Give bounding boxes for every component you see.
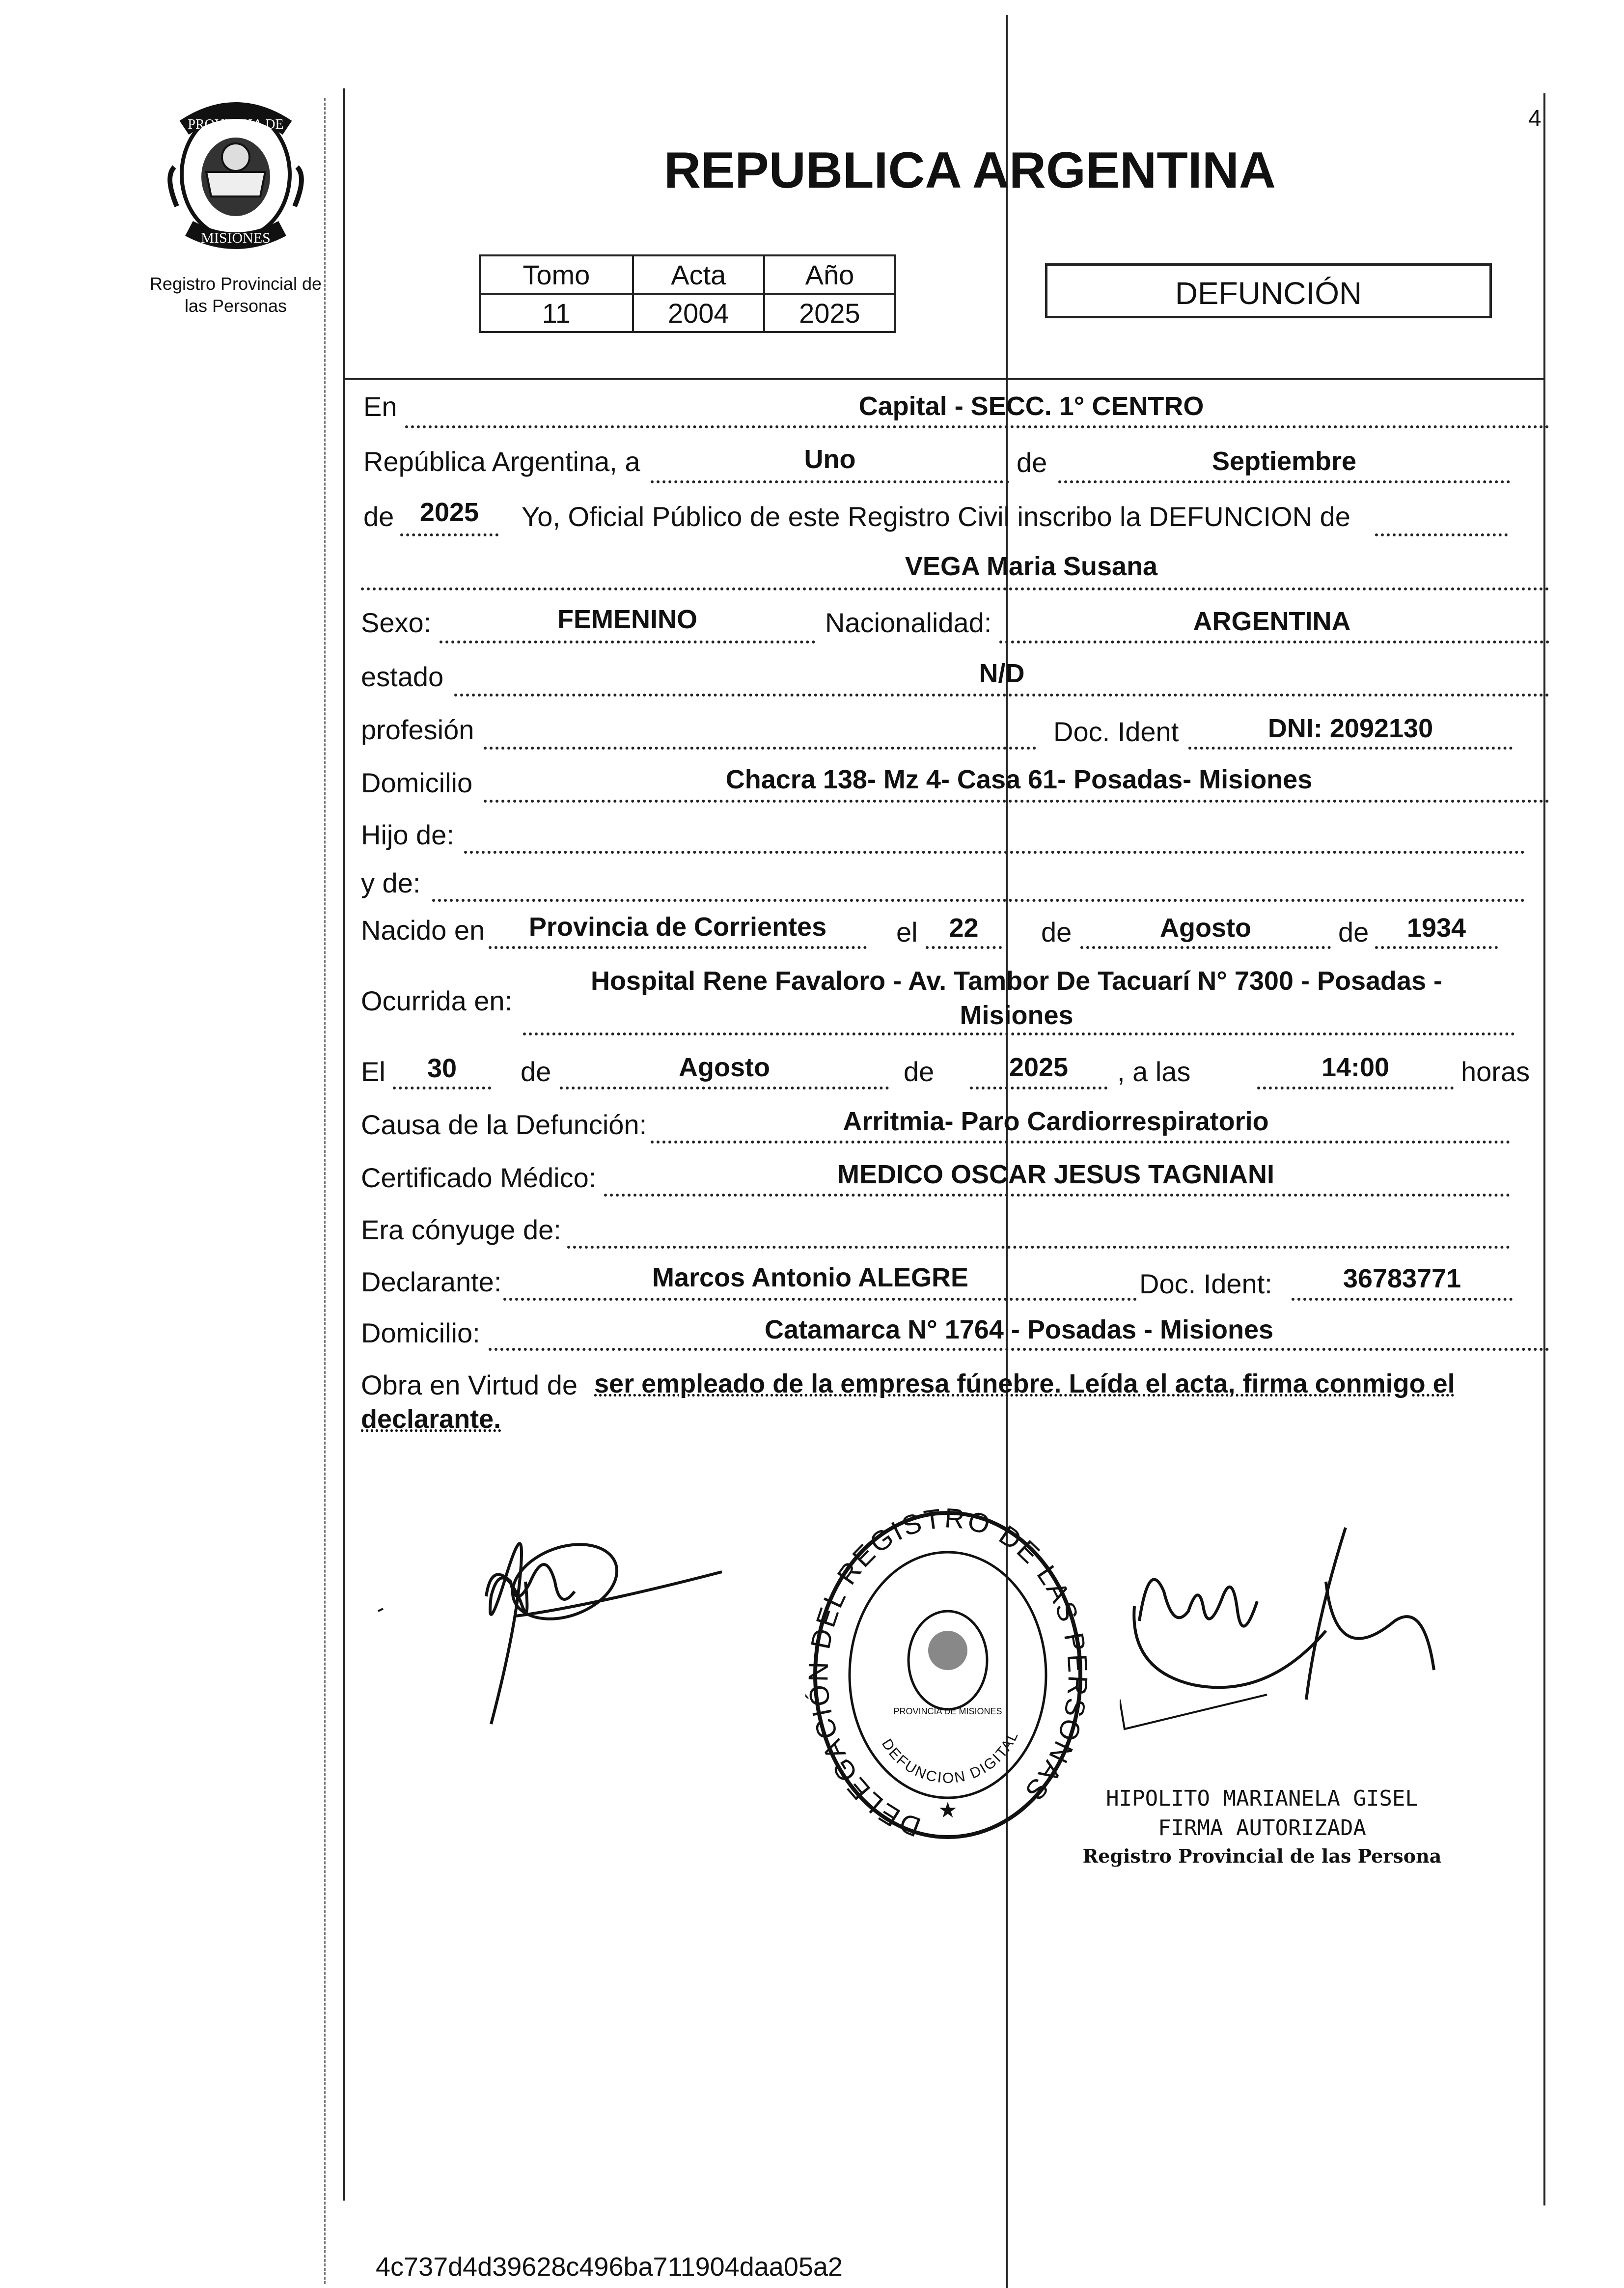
declarante-label: Declarante: xyxy=(361,1266,502,1297)
registry-name-line1: Registro Provincial de xyxy=(149,274,322,294)
fold-line xyxy=(1006,15,1008,2288)
ocurrida-line2: Misiones xyxy=(960,1001,1073,1030)
causa-value: Arritmia- Paro Cardiorrespiratorio xyxy=(843,1107,1269,1136)
country-title: REPUBLICA ARGENTINA xyxy=(663,142,1276,199)
death-year-line xyxy=(970,1087,1107,1089)
obra-value2: declarante. xyxy=(361,1404,501,1434)
birth-day-line xyxy=(926,946,1002,949)
year-value: 2025 xyxy=(419,498,479,527)
seal-inner-text: DEFUNCION DIGITAL xyxy=(878,1728,1022,1786)
right-margin-line xyxy=(1543,93,1545,2205)
domicilio-line xyxy=(484,800,1549,803)
doc-ident-line xyxy=(1188,747,1513,750)
domicilio2-value: Catamarca N° 1764 - Posadas - Misiones xyxy=(764,1315,1274,1344)
nacionalidad-line xyxy=(999,641,1549,643)
svg-text:DELEGACIÓN DEL REGISTRO DE LAS xyxy=(805,1503,1090,1843)
yde-label: y de: xyxy=(361,867,421,898)
birth-year: 1934 xyxy=(1406,913,1466,943)
el2-label: El xyxy=(361,1056,385,1087)
domicilio-value: Chacra 138- Mz 4- Casa 61- Posadas- Misiones xyxy=(725,765,1313,794)
profesion-label: profesión xyxy=(361,714,474,745)
hijo-line xyxy=(464,851,1525,854)
conyuge-line xyxy=(567,1246,1510,1249)
en-value: Capital - SECC. 1° CENTRO xyxy=(858,391,1204,421)
de4-label: de xyxy=(1338,917,1369,948)
document-type-box: DEFUNCIÓN xyxy=(1045,263,1492,318)
doc-ident-label: Doc. Ident xyxy=(1053,716,1179,747)
decl-doc-value: 36783771 xyxy=(1343,1264,1461,1293)
day-value: Uno xyxy=(804,445,856,474)
logo-text-top: PROVINCIA DE xyxy=(188,117,284,132)
profesion-line xyxy=(484,747,1036,750)
registry-logo xyxy=(155,98,317,255)
estado-label: estado xyxy=(361,661,444,692)
birth-year-line xyxy=(1375,946,1498,949)
de3-label: de xyxy=(1041,917,1072,948)
declarant-signature xyxy=(368,1483,742,1739)
el-label: el xyxy=(896,917,918,948)
ocurrida-line1: Hospital Rene Favaloro - Av. Tambor De Tacuarí N° 7300 - Posadas - xyxy=(590,966,1443,996)
seal-ring-text: DELEGACIÓN DEL REGISTRO DE LAS P SONAS xyxy=(805,1503,1090,1843)
left-margin-line xyxy=(343,88,345,2201)
ocurrida-line xyxy=(523,1032,1515,1035)
declarante-line xyxy=(503,1298,1137,1301)
authorized-signature xyxy=(1120,1523,1503,1778)
domicilio-label: Domicilio xyxy=(361,767,473,798)
death-month: Agosto xyxy=(679,1053,770,1082)
causa-line xyxy=(651,1141,1510,1144)
nacido-value: Provincia de Corrientes xyxy=(528,912,827,942)
causa-label: Causa de la Defunción: xyxy=(361,1109,647,1140)
registry-name-line2: las Personas xyxy=(184,296,287,316)
certificado-value: MEDICO OSCAR JESUS TAGNIANI xyxy=(837,1160,1275,1189)
nacido-line xyxy=(489,946,867,949)
de5-label: de xyxy=(521,1056,551,1087)
declarante-value: Marcos Antonio ALEGRE xyxy=(652,1263,969,1292)
alas-label: , a las xyxy=(1117,1056,1191,1087)
header-separator xyxy=(344,378,1544,380)
domicilio2-line xyxy=(489,1348,1549,1351)
record-value-ano: 2025 xyxy=(764,294,895,332)
conyuge-label: Era cónyuge de: xyxy=(361,1214,561,1245)
horas-label: horas xyxy=(1461,1056,1530,1087)
en-line xyxy=(405,425,1549,428)
de2-label: de xyxy=(363,501,394,532)
decl-doc-line xyxy=(1292,1298,1513,1301)
sexo-line xyxy=(440,641,815,643)
birth-day: 22 xyxy=(949,913,979,943)
statement-line xyxy=(1375,533,1508,536)
statement-text: Yo, Oficial Público de este Registro Civil inscribo la DEFUNCION de xyxy=(522,501,1350,532)
decl-doc-label: Doc. Ident: xyxy=(1139,1268,1272,1299)
month-value: Septiembre xyxy=(1211,446,1357,476)
obra-label: Obra en Virtud de xyxy=(361,1369,578,1400)
de6-label: de xyxy=(904,1056,935,1087)
death-time: 14:00 xyxy=(1321,1053,1390,1082)
domicilio2-label: Domicilio: xyxy=(361,1317,480,1348)
doc-ident-value: DNI: 2092130 xyxy=(1267,714,1433,743)
day-line xyxy=(651,480,1009,483)
record-header-tomo: Tomo xyxy=(480,255,633,294)
obra-value1: ser empleado de la empresa fúnebre. Leída el acta, firma conmigo el xyxy=(594,1369,1455,1398)
nacionalidad-label: Nacionalidad: xyxy=(825,607,992,638)
yde-line xyxy=(432,899,1525,902)
seal-center-text: PROVINCIA DE MISIONES xyxy=(893,1706,1002,1716)
deceased-name: VEGA Maria Susana xyxy=(905,552,1158,581)
hijo-label: Hijo de: xyxy=(361,819,454,850)
signatory-name: HIPOLITO MARIANELA GISEL xyxy=(1106,1786,1418,1811)
birth-month-line xyxy=(1080,946,1331,949)
birth-month: Agosto xyxy=(1160,913,1251,943)
record-value-tomo: 11 xyxy=(480,294,633,332)
death-month-line xyxy=(560,1087,889,1089)
sexo-label: Sexo: xyxy=(361,607,432,638)
name-line xyxy=(361,587,1549,590)
sexo-value: FEMENINO xyxy=(557,605,697,634)
ocurrida-label: Ocurrida en: xyxy=(361,985,513,1016)
logo-text-bottom: MISIONES xyxy=(201,230,271,246)
record-table xyxy=(479,254,896,333)
signatory-entity: Registro Provincial de las Persona xyxy=(1082,1845,1442,1867)
official-seal xyxy=(805,1503,1090,1857)
estado-value: N/D xyxy=(979,659,1025,688)
de1-label: de xyxy=(1017,447,1047,478)
record-value-acta: 2004 xyxy=(633,294,764,332)
record-header-acta: Acta xyxy=(633,255,764,294)
rep-label: República Argentina, a xyxy=(363,446,640,477)
nacionalidad-value: ARGENTINA xyxy=(1193,607,1351,636)
nacido-label: Nacido en xyxy=(361,915,485,946)
death-time-line xyxy=(1257,1087,1454,1089)
estado-line xyxy=(454,694,1549,697)
month-line xyxy=(1058,480,1510,483)
year-line xyxy=(400,533,498,536)
left-dashed-line xyxy=(324,98,327,2284)
record-header-ano: Año xyxy=(764,255,895,294)
seal-star-icon: ★ xyxy=(938,1798,958,1822)
death-year: 2025 xyxy=(1009,1053,1069,1082)
document-hash: 4c737d4d39628c496ba711904daa05a2 xyxy=(376,2252,843,2282)
certificado-label: Certificado Médico: xyxy=(361,1162,597,1193)
death-day-line xyxy=(393,1087,491,1089)
en-label: En xyxy=(363,391,397,422)
death-day: 30 xyxy=(427,1054,457,1083)
signatory-role: FIRMA AUTORIZADA xyxy=(1158,1815,1366,1841)
page-number: 4 xyxy=(1528,106,1541,132)
certificado-line xyxy=(604,1194,1510,1197)
